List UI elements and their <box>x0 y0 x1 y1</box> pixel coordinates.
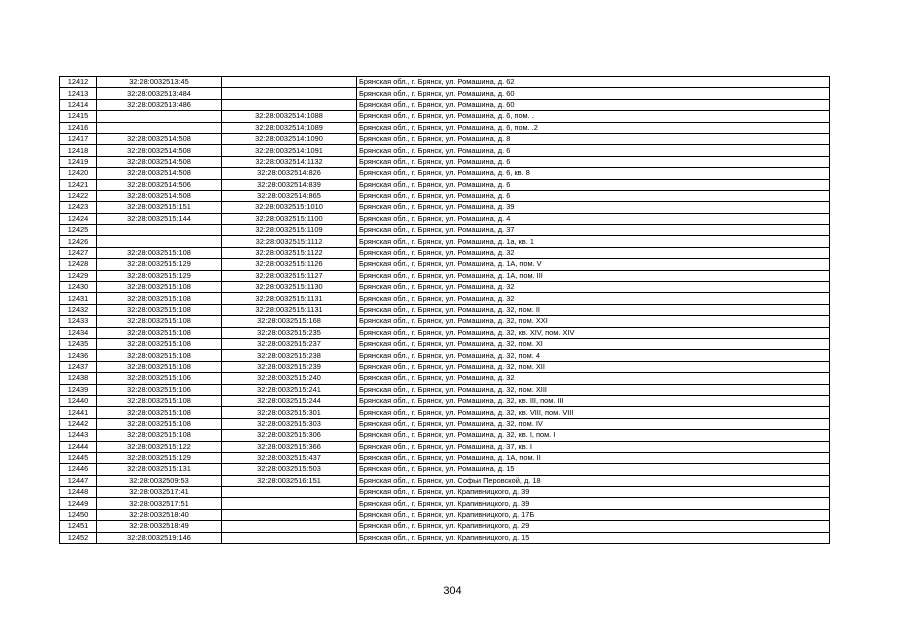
building-number-cell: 32:28:0032515:1122 <box>222 247 357 258</box>
record-number-cell: 12426 <box>60 236 97 247</box>
registry-table-body <box>60 77 830 544</box>
building-number-cell: 32:28:0032515:235 <box>222 327 357 338</box>
building-number-cell <box>222 88 357 99</box>
parcel-number-cell <box>97 225 222 236</box>
building-number-cell: 32:28:0032515:1126 <box>222 259 357 270</box>
address-cell: Брянская обл., г. Брянск, ул. Ромашина, д. 62 <box>357 77 830 88</box>
parcel-number-cell <box>97 236 222 247</box>
record-number-cell: 12414 <box>60 99 97 110</box>
record-number-cell: 12451 <box>60 521 97 532</box>
building-number-cell: 32:28:0032515:1130 <box>222 282 357 293</box>
address-cell: Брянская обл., г. Брянск, ул. Ромашина, д. 6, кв. 8 <box>357 168 830 179</box>
address-cell: Брянская обл., г. Брянск, ул. Ромашина, д. 6 <box>357 179 830 190</box>
table-row <box>60 338 830 349</box>
parcel-number-cell: 32:28:0032515:106 <box>97 373 222 384</box>
building-number-cell: 32:28:0032515:1131 <box>222 293 357 304</box>
address-cell: Брянская обл., г. Брянск, ул. Ромашина, д. 1А, пом. III <box>357 270 830 281</box>
table-row <box>60 133 830 144</box>
address-cell: Брянская обл., г. Брянск, ул. Ромашина, д. 37, кв. I <box>357 441 830 452</box>
address-cell: Брянская обл., г. Брянск, ул. Крапивницкого, д. 39 <box>357 487 830 498</box>
parcel-number-cell: 32:28:0032515:108 <box>97 304 222 315</box>
address-cell: Брянская обл., г. Брянск, ул. Ромашина, д. 60 <box>357 99 830 110</box>
record-number-cell: 12438 <box>60 373 97 384</box>
parcel-number-cell: 32:28:0032518:49 <box>97 521 222 532</box>
parcel-number-cell: 32:28:0032509:53 <box>97 475 222 486</box>
address-cell: Брянская обл., г. Брянск, ул. Ромашина, д. 32, пом. XIII <box>357 384 830 395</box>
parcel-number-cell: 32:28:0032514:508 <box>97 133 222 144</box>
table-row <box>60 316 830 327</box>
parcel-number-cell: 32:28:0032513:484 <box>97 88 222 99</box>
address-cell: Брянская обл., г. Брянск, ул. Ромашина, д. 15 <box>357 464 830 475</box>
record-number-cell: 12439 <box>60 384 97 395</box>
building-number-cell <box>222 509 357 520</box>
parcel-number-cell: 32:28:0032513:486 <box>97 99 222 110</box>
table-row <box>60 145 830 156</box>
table-row <box>60 304 830 315</box>
parcel-number-cell: 32:28:0032515:108 <box>97 361 222 372</box>
record-number-cell: 12445 <box>60 452 97 463</box>
table-row <box>60 452 830 463</box>
address-cell: Брянская обл., г. Брянск, ул. Ромашина, д. 32, кв. XIV, пом. XIV <box>357 327 830 338</box>
record-number-cell: 12412 <box>60 77 97 88</box>
page-number: 304 <box>443 585 462 597</box>
address-cell: Брянская обл., г. Брянск, ул. Ромашина, д. 32 <box>357 293 830 304</box>
record-number-cell: 12440 <box>60 395 97 406</box>
building-number-cell <box>222 487 357 498</box>
table-row <box>60 475 830 486</box>
record-number-cell: 12452 <box>60 532 97 543</box>
record-number-cell: 12424 <box>60 213 97 224</box>
record-number-cell: 12423 <box>60 202 97 213</box>
parcel-number-cell: 32:28:0032517:41 <box>97 487 222 498</box>
building-number-cell: 32:28:0032515:306 <box>222 430 357 441</box>
building-number-cell <box>222 532 357 543</box>
record-number-cell: 12434 <box>60 327 97 338</box>
table-row <box>60 487 830 498</box>
parcel-number-cell: 32:28:0032515:129 <box>97 452 222 463</box>
table-row <box>60 270 830 281</box>
table-row <box>60 384 830 395</box>
registry-table <box>59 76 830 544</box>
parcel-number-cell: 32:28:0032515:108 <box>97 282 222 293</box>
building-number-cell: 32:28:0032515:366 <box>222 441 357 452</box>
building-number-cell <box>222 498 357 509</box>
address-cell: Брянская обл., г. Брянск, ул. Ромашина, д. 32, кв. VIII, пом. VIII <box>357 407 830 418</box>
building-number-cell <box>222 77 357 88</box>
record-number-cell: 12450 <box>60 509 97 520</box>
record-number-cell: 12436 <box>60 350 97 361</box>
record-number-cell: 12443 <box>60 430 97 441</box>
table-row <box>60 418 830 429</box>
record-number-cell: 12419 <box>60 156 97 167</box>
parcel-number-cell: 32:28:0032518:40 <box>97 509 222 520</box>
address-cell: Брянская обл., г. Брянск, ул. Ромашина, д. 6, пом. . <box>357 111 830 122</box>
record-number-cell: 12448 <box>60 487 97 498</box>
building-number-cell: 32:28:0032515:503 <box>222 464 357 475</box>
record-number-cell: 12413 <box>60 88 97 99</box>
table-row <box>60 395 830 406</box>
building-number-cell: 32:28:0032515:1100 <box>222 213 357 224</box>
building-number-cell: 32:28:0032515:239 <box>222 361 357 372</box>
building-number-cell: 32:28:0032515:168 <box>222 316 357 327</box>
table-row <box>60 168 830 179</box>
table-row <box>60 373 830 384</box>
address-cell: Брянская обл., г. Брянск, ул. Софьи Перовской, д. 18 <box>357 475 830 486</box>
building-number-cell: 32:28:0032514:1132 <box>222 156 357 167</box>
building-number-cell: 32:28:0032515:237 <box>222 338 357 349</box>
building-number-cell: 32:28:0032515:240 <box>222 373 357 384</box>
table-row <box>60 88 830 99</box>
record-number-cell: 12447 <box>60 475 97 486</box>
address-cell: Брянская обл., г. Брянск, ул. Ромашина, д. 8 <box>357 133 830 144</box>
parcel-number-cell: 32:28:0032514:508 <box>97 168 222 179</box>
record-number-cell: 12449 <box>60 498 97 509</box>
record-number-cell: 12417 <box>60 133 97 144</box>
record-number-cell: 12428 <box>60 259 97 270</box>
address-cell: Брянская обл., г. Брянск, ул. Ромашина, д. 32, пом. XXI <box>357 316 830 327</box>
table-row <box>60 77 830 88</box>
address-cell: Брянская обл., г. Брянск, ул. Крапивницкого, д. 15 <box>357 532 830 543</box>
parcel-number-cell: 32:28:0032515:108 <box>97 418 222 429</box>
table-row <box>60 532 830 543</box>
address-cell: Брянская обл., г. Брянск, ул. Ромашина, д. 6, пом. .2 <box>357 122 830 133</box>
parcel-number-cell: 32:28:0032515:108 <box>97 338 222 349</box>
table-row <box>60 327 830 338</box>
parcel-number-cell: 32:28:0032515:108 <box>97 430 222 441</box>
table-row <box>60 259 830 270</box>
record-number-cell: 12432 <box>60 304 97 315</box>
table-row <box>60 247 830 258</box>
building-number-cell: 32:28:0032515:238 <box>222 350 357 361</box>
address-cell: Брянская обл., г. Брянск, ул. Ромашина, д. 32, кв. III, пом. III <box>357 395 830 406</box>
parcel-number-cell: 32:28:0032515:108 <box>97 316 222 327</box>
building-number-cell: 32:28:0032515:244 <box>222 395 357 406</box>
table-row <box>60 225 830 236</box>
parcel-number-cell: 32:28:0032515:108 <box>97 350 222 361</box>
table-row <box>60 293 830 304</box>
building-number-cell: 32:28:0032514:1089 <box>222 122 357 133</box>
address-cell: Брянская обл., г. Брянск, ул. Ромашина, д. 39 <box>357 202 830 213</box>
building-number-cell: 32:28:0032515:1127 <box>222 270 357 281</box>
address-cell: Брянская обл., г. Брянск, ул. Ромашина, д. 6 <box>357 145 830 156</box>
parcel-number-cell: 32:28:0032515:131 <box>97 464 222 475</box>
table-row <box>60 202 830 213</box>
record-number-cell: 12429 <box>60 270 97 281</box>
parcel-number-cell: 32:28:0032513:45 <box>97 77 222 88</box>
record-number-cell: 12430 <box>60 282 97 293</box>
table-row <box>60 111 830 122</box>
parcel-number-cell: 32:28:0032515:108 <box>97 247 222 258</box>
parcel-number-cell: 32:28:0032515:108 <box>97 327 222 338</box>
parcel-number-cell: 32:28:0032515:144 <box>97 213 222 224</box>
address-cell: Брянская обл., г. Брянск, ул. Ромашина, д. 32, пом. XII <box>357 361 830 372</box>
address-cell: Брянская обл., г. Брянск, ул. Ромашина, д. 37 <box>357 225 830 236</box>
address-cell: Брянская обл., г. Брянск, ул. Крапивницкого, д. 39 <box>357 498 830 509</box>
table-row <box>60 430 830 441</box>
record-number-cell: 12418 <box>60 145 97 156</box>
building-number-cell: 32:28:0032515:1010 <box>222 202 357 213</box>
address-cell: Брянская обл., г. Брянск, ул. Ромашина, д. 32 <box>357 282 830 293</box>
record-number-cell: 12435 <box>60 338 97 349</box>
table-row <box>60 99 830 110</box>
address-cell: Брянская обл., г. Брянск, ул. Ромашина, д. 6 <box>357 190 830 201</box>
address-cell: Брянская обл., г. Брянск, ул. Ромашина, д. 1а, кв. 1 <box>357 236 830 247</box>
address-cell: Брянская обл., г. Брянск, ул. Ромашина, д. 60 <box>357 88 830 99</box>
record-number-cell: 12446 <box>60 464 97 475</box>
record-number-cell: 12422 <box>60 190 97 201</box>
record-number-cell: 12431 <box>60 293 97 304</box>
building-number-cell <box>222 99 357 110</box>
table-row <box>60 350 830 361</box>
parcel-number-cell <box>97 111 222 122</box>
table-row <box>60 236 830 247</box>
table-row <box>60 190 830 201</box>
address-cell: Брянская обл., г. Брянск, ул. Ромашина, д. 4 <box>357 213 830 224</box>
parcel-number-cell: 32:28:0032515:108 <box>97 293 222 304</box>
parcel-number-cell: 32:28:0032515:106 <box>97 384 222 395</box>
address-cell: Брянская обл., г. Брянск, ул. Ромашина, д. 6 <box>357 156 830 167</box>
building-number-cell: 32:28:0032515:241 <box>222 384 357 395</box>
address-cell: Брянская обл., г. Брянск, ул. Ромашина, д. 1А, пом. V <box>357 259 830 270</box>
record-number-cell: 12421 <box>60 179 97 190</box>
table-row <box>60 179 830 190</box>
parcel-number-cell: 32:28:0032515:151 <box>97 202 222 213</box>
record-number-cell: 12416 <box>60 122 97 133</box>
parcel-number-cell: 32:28:0032514:506 <box>97 179 222 190</box>
record-number-cell: 12442 <box>60 418 97 429</box>
building-number-cell: 32:28:0032514:1090 <box>222 133 357 144</box>
table-row <box>60 441 830 452</box>
table-row <box>60 464 830 475</box>
parcel-number-cell: 32:28:0032514:508 <box>97 156 222 167</box>
address-cell: Брянская обл., г. Брянск, ул. Ромашина, д. 32, кв. I, пом. I <box>357 430 830 441</box>
record-number-cell: 12444 <box>60 441 97 452</box>
table-row <box>60 213 830 224</box>
table-row <box>60 498 830 509</box>
table-row <box>60 361 830 372</box>
parcel-number-cell <box>97 122 222 133</box>
building-number-cell: 32:28:0032515:437 <box>222 452 357 463</box>
table-row <box>60 282 830 293</box>
address-cell: Брянская обл., г. Брянск, ул. Ромашина, д. 32, пом. XI <box>357 338 830 349</box>
parcel-number-cell: 32:28:0032515:108 <box>97 407 222 418</box>
building-number-cell: 32:28:0032515:1109 <box>222 225 357 236</box>
address-cell: Брянская обл., г. Брянск, ул. Ромашина, д. 1А, пом. II <box>357 452 830 463</box>
parcel-number-cell: 32:28:0032514:508 <box>97 145 222 156</box>
record-number-cell: 12437 <box>60 361 97 372</box>
building-number-cell: 32:28:0032514:839 <box>222 179 357 190</box>
address-cell: Брянская обл., г. Брянск, ул. Ромашина, д. 32, пом. 4 <box>357 350 830 361</box>
building-number-cell: 32:28:0032514:865 <box>222 190 357 201</box>
parcel-number-cell: 32:28:0032515:129 <box>97 259 222 270</box>
parcel-number-cell: 32:28:0032514:508 <box>97 190 222 201</box>
address-cell: Брянская обл., г. Брянск, ул. Ромашина, д. 32 <box>357 373 830 384</box>
parcel-number-cell: 32:28:0032515:108 <box>97 395 222 406</box>
table-row <box>60 407 830 418</box>
table-row <box>60 156 830 167</box>
building-number-cell: 32:28:0032514:826 <box>222 168 357 179</box>
table-row <box>60 122 830 133</box>
table-row <box>60 521 830 532</box>
address-cell: Брянская обл., г. Брянск, ул. Крапивницкого, д. 29 <box>357 521 830 532</box>
table-row <box>60 509 830 520</box>
building-number-cell: 32:28:0032516:151 <box>222 475 357 486</box>
building-number-cell: 32:28:0032515:303 <box>222 418 357 429</box>
address-cell: Брянская обл., г. Брянск, ул. Крапивницкого, д. 17Б <box>357 509 830 520</box>
parcel-number-cell: 32:28:0032515:122 <box>97 441 222 452</box>
record-number-cell: 12427 <box>60 247 97 258</box>
building-number-cell: 32:28:0032514:1091 <box>222 145 357 156</box>
building-number-cell: 32:28:0032515:301 <box>222 407 357 418</box>
record-number-cell: 12415 <box>60 111 97 122</box>
building-number-cell: 32:28:0032514:1088 <box>222 111 357 122</box>
parcel-number-cell: 32:28:0032517:51 <box>97 498 222 509</box>
parcel-number-cell: 32:28:0032519:146 <box>97 532 222 543</box>
record-number-cell: 12441 <box>60 407 97 418</box>
record-number-cell: 12433 <box>60 316 97 327</box>
address-cell: Брянская обл., г. Брянск, ул. Ромашина, д. 32 <box>357 247 830 258</box>
address-cell: Брянская обл., г. Брянск, ул. Ромашина, д. 32, пом. IV <box>357 418 830 429</box>
building-number-cell: 32:28:0032515:1112 <box>222 236 357 247</box>
address-cell: Брянская обл., г. Брянск, ул. Ромашина, д. 32, пом. II <box>357 304 830 315</box>
building-number-cell: 32:28:0032515:1131 <box>222 304 357 315</box>
building-number-cell <box>222 521 357 532</box>
record-number-cell: 12425 <box>60 225 97 236</box>
record-number-cell: 12420 <box>60 168 97 179</box>
parcel-number-cell: 32:28:0032515:129 <box>97 270 222 281</box>
